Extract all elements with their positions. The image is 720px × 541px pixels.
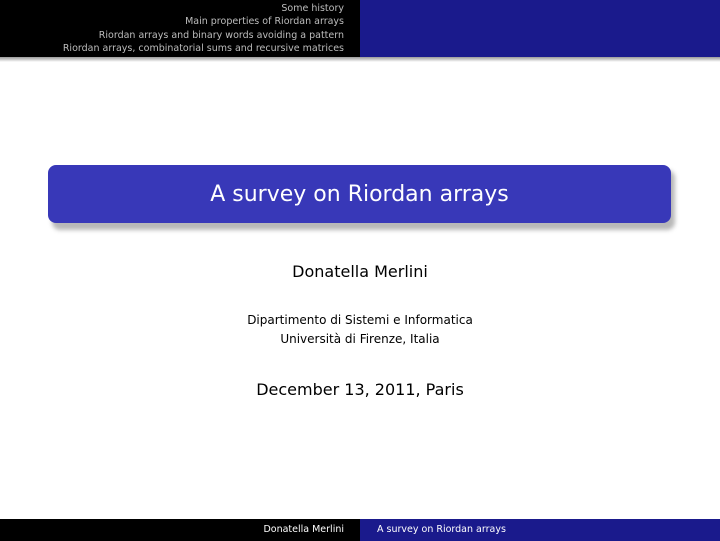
- nav-section-combinatorial-sums[interactable]: Riordan arrays, combinatorial sums and recursive matrices: [62, 43, 344, 55]
- institute-line-2: Università di Firenze, Italia: [280, 332, 440, 346]
- footer-title: A survey on Riordan arrays: [377, 524, 506, 535]
- nav-section-some-history[interactable]: Some history: [281, 3, 344, 14]
- footer-author: Donatella Merlini: [263, 524, 344, 535]
- author-name: Donatella Merlini: [292, 262, 428, 281]
- presentation-date: December 13, 2011, Paris: [256, 380, 464, 399]
- footer-right-panel: [360, 519, 720, 541]
- nav-section-binary-words[interactable]: Riordan arrays and binary words avoiding a pattern: [98, 29, 344, 41]
- title-box: [48, 165, 671, 223]
- institute-line-1: Dipartimento di Sistemi e Informatica: [247, 313, 473, 327]
- section-navigation-header: [0, 0, 720, 57]
- footer-left-panel: [0, 519, 360, 541]
- header-shadow: [0, 57, 720, 62]
- section-list: [63, 2, 344, 56]
- nav-section-main-properties[interactable]: Main properties of Riordan arrays: [185, 16, 344, 28]
- footer-bar: [0, 519, 720, 541]
- nav-left-panel: [0, 0, 360, 57]
- slide-title: A survey on Riordan arrays: [210, 181, 509, 207]
- nav-right-panel: [360, 0, 720, 57]
